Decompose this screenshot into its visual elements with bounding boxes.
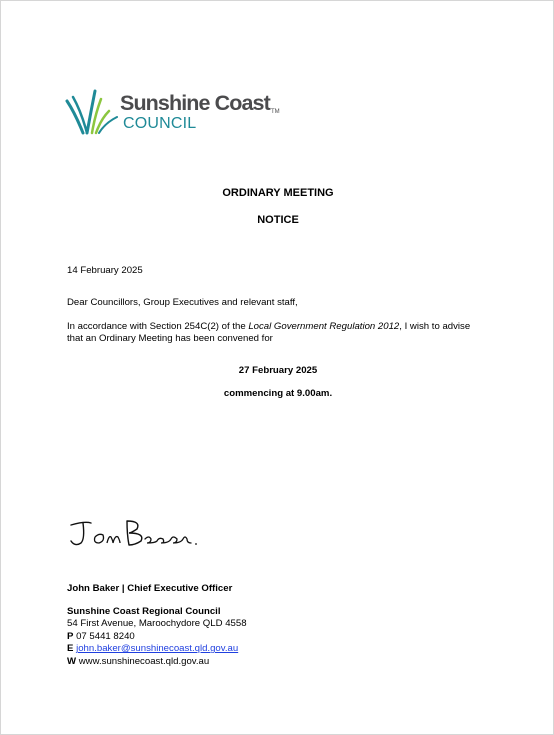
body-paragraph bbox=[67, 321, 470, 346]
council-logo bbox=[65, 79, 287, 139]
logo-trademark: TM bbox=[271, 109, 280, 115]
email-label: E bbox=[67, 643, 74, 655]
meeting-time: commencing at 9.00am. bbox=[223, 388, 333, 399]
body-text-end: , I wish to advise bbox=[399, 321, 471, 332]
notice-title: ORDINARY MEETING bbox=[222, 187, 334, 199]
logo-mark-icon bbox=[65, 81, 123, 137]
letter-date: 14 February 2025 bbox=[67, 265, 143, 276]
logo-subtitle: COUNCIL bbox=[123, 115, 197, 132]
website: www.sunshinecoast.qld.gov.au bbox=[78, 655, 210, 667]
notice-subtitle: NOTICE bbox=[257, 214, 299, 226]
body-text-line2: that an Ordinary Meeting has been convened for bbox=[67, 333, 273, 345]
address: 54 First Avenue, Maroochydore QLD 4558 bbox=[67, 618, 247, 630]
phone-label: P bbox=[67, 630, 74, 642]
meeting-date: 27 February 2025 bbox=[238, 365, 318, 376]
body-text-start: In accordance with Section 254C(2) of the bbox=[67, 321, 249, 332]
organisation-name: Sunshine Coast Regional Council bbox=[67, 606, 221, 617]
web-label: W bbox=[67, 655, 77, 667]
signatory-details bbox=[67, 606, 247, 668]
regulation-name: Local Government Regulation 2012 bbox=[248, 321, 400, 332]
salutation: Dear Councillors, Group Executives and relevant staff, bbox=[67, 297, 298, 308]
handwritten-signature bbox=[65, 513, 205, 555]
phone-number: 07 5441 8240 bbox=[76, 630, 135, 642]
email-link[interactable]: john.baker@sunshinecoast.qld.gov.au bbox=[76, 643, 239, 655]
signatory-name-title: John Baker | Chief Executive Officer bbox=[67, 583, 233, 594]
logo-name: Sunshine Coast bbox=[120, 91, 270, 115]
